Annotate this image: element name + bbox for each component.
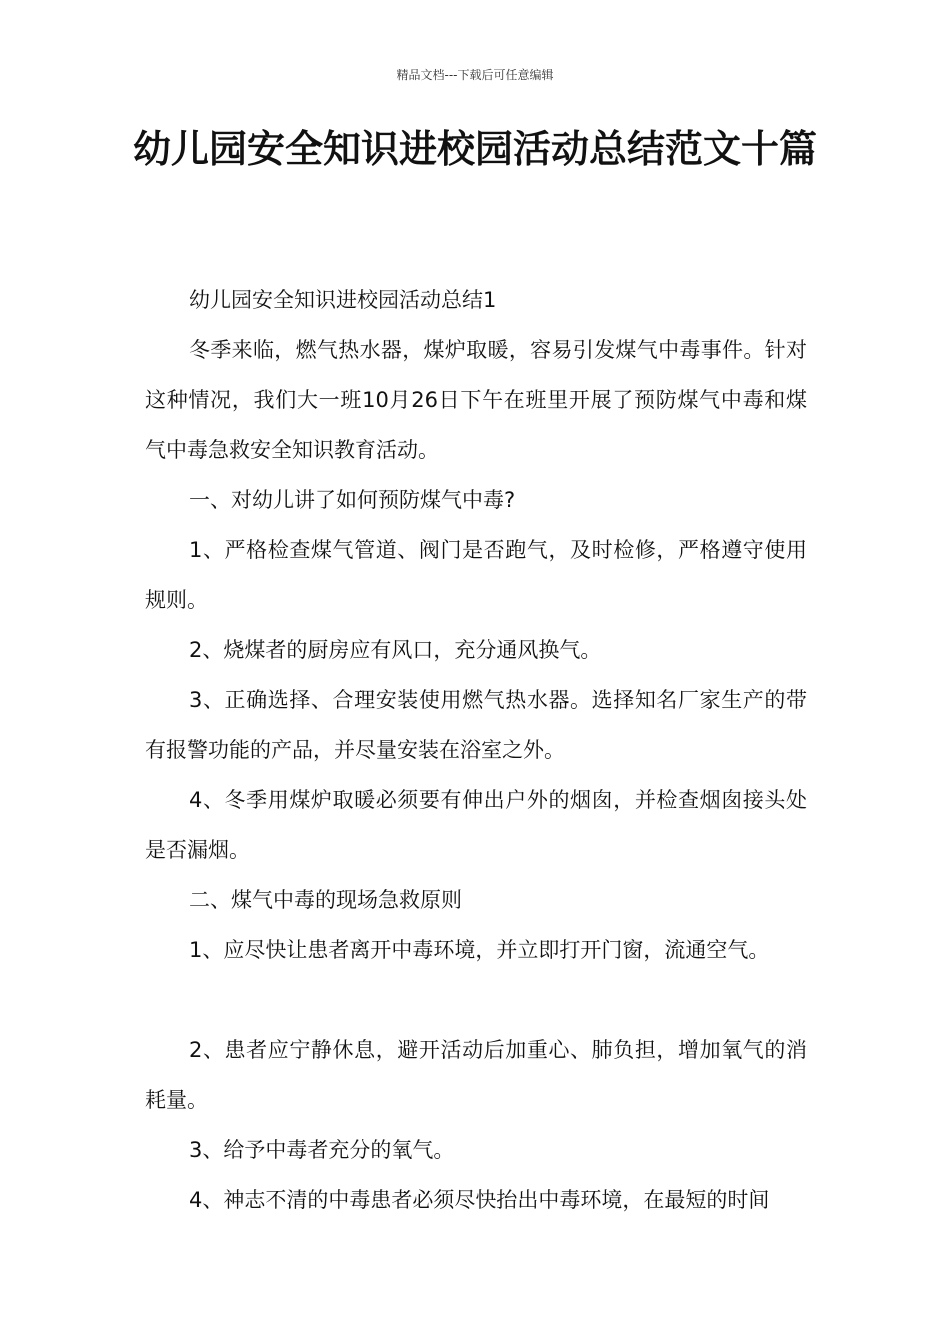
paragraph-intro: 冬季来临，燃气热水器，煤炉取暖，容易引发煤气中毒事件。针对这种情况，我们大一班10月26日下午在班里开展了预防煤气中毒和煤气中毒急救安全知识教育活动。: [145, 338, 807, 462]
paragraph-first-aid-2: 2、患者应宁静休息，避开活动后加重心、肺负担，增加氧气的消耗量。: [145, 1038, 807, 1112]
paragraph-section-heading: 幼儿园安全知识进校园活动总结1: [189, 288, 497, 312]
header-note: 精品文档---下载后可任意编辑: [396, 68, 554, 82]
paragraph-prevention-1: 1、严格检查煤气管道、阀门是否跑气，及时检修，严格遵守使用规则。: [145, 538, 807, 612]
paragraph-prevention-4: 4、冬季用煤炉取暖必须要有伸出户外的烟囱，并检查烟囱接头处是否漏烟。: [145, 788, 807, 862]
paragraph-prevention-2: 2、烧煤者的厨房应有风口，充分通风换气。: [189, 638, 602, 662]
document-title: 幼儿园安全知识进校园活动总结范文十篇: [132, 127, 817, 171]
paragraph-first-aid-1: 1、应尽快让患者离开中毒环境，并立即打开门窗，流通空气。: [189, 938, 770, 962]
paragraph-heading-first-aid: 二、煤气中毒的现场急救原则: [189, 888, 462, 912]
paragraph-first-aid-3: 3、给予中毒者充分的氧气。: [189, 1138, 455, 1162]
paragraph-first-aid-4: 4、神志不清的中毒患者必须尽快抬出中毒环境，在最短的时间: [189, 1188, 770, 1212]
document-body: [145, 275, 807, 1225]
paragraph-heading-prevention: 一、对幼儿讲了如何预防煤气中毒?: [189, 488, 516, 512]
paragraph-prevention-3: 3、正确选择、合理安装使用燃气热水器。选择知名厂家生产的带有报警功能的产品，并尽量安装在浴室之外。: [145, 688, 807, 762]
